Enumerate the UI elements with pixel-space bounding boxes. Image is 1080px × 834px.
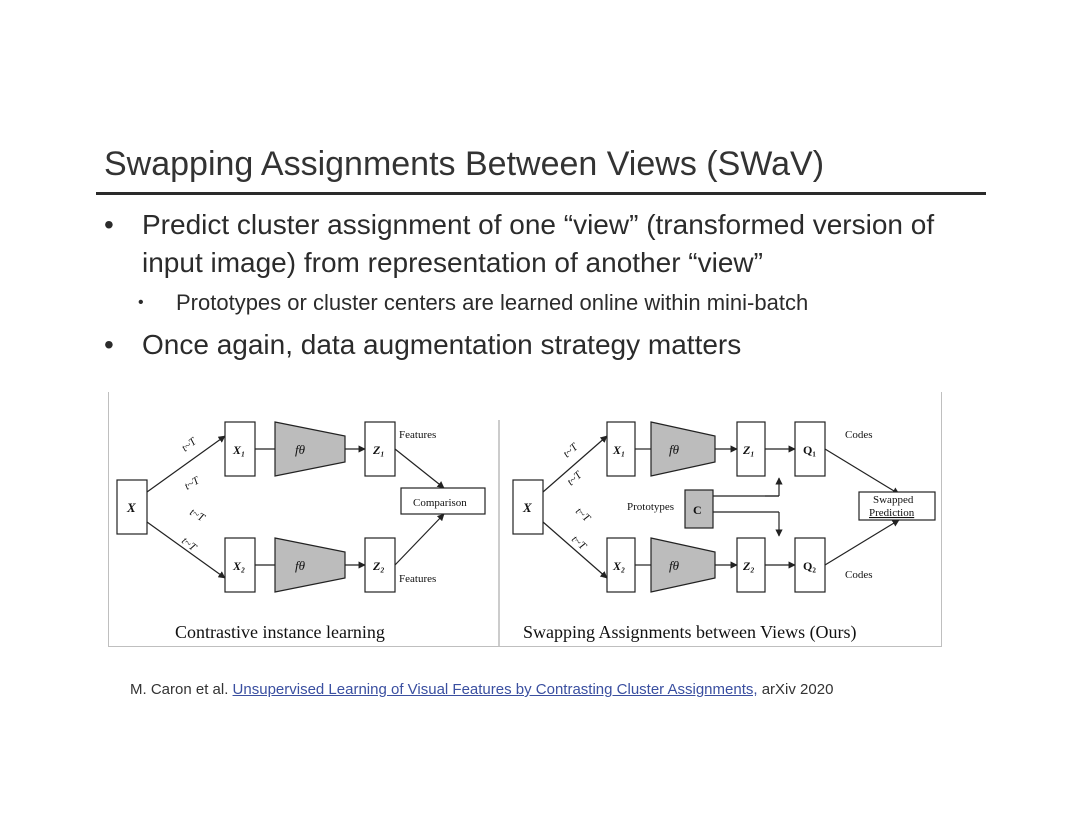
right-view2-label: X₂ [613,559,626,573]
sub-bullet-1-text: Prototypes or cluster centers are learned online within mini-batch [176,290,809,315]
right-codes-top: Codes [845,429,873,441]
right-q1-label: Q₁ [803,443,816,457]
sub-bullet-1 [138,290,808,316]
citation [130,681,833,698]
bullet-2-text: Once again, data augmentation strategy matters [142,329,742,360]
right-z2-label: Z₂ [743,559,755,573]
bullet-marker: • [104,209,114,240]
left-input-label: X [127,500,136,515]
right-encoder-bottom [651,538,715,592]
right-encoder-bottom-label: fθ [669,558,679,573]
left-z1-label: Z₁ [373,443,385,457]
left-aug-2: t~T [182,474,202,493]
right-aug-1: t~T [560,441,581,461]
left-aug-1: t~T [179,435,199,455]
left-aug-4: t~T [179,534,199,554]
slide-title: Swapping Assignments Between Views (SWaV) [104,145,825,183]
swapped-label-2: Prediction [869,507,915,519]
title-underline [96,192,986,195]
right-q2-label: Q₂ [803,559,816,573]
right-caption: Swapping Assignments between Views (Ours) [523,622,857,642]
left-view2-label: X₂ [233,559,246,573]
right-input-label: X [523,500,532,515]
figure-svg [109,392,941,646]
left-z2-label: Z₂ [373,559,385,573]
right-encoder-top-label: fθ [669,442,679,457]
right-view1-label: X₁ [613,443,626,457]
right-z1-label: Z₁ [743,443,755,457]
left-encoder-top [275,422,345,476]
swav-figure [108,392,942,647]
bullet-1-text: Predict cluster assignment of one “view” (transformed version of input image) from representation of another “view” [142,209,935,278]
right-aug-3: t~T [572,505,593,525]
bullet-marker: • [104,329,114,360]
citation-prefix: M. Caron et al. [130,681,233,698]
left-caption: Contrastive instance learning [175,622,385,642]
swapped-label-1: Swapped [873,494,914,506]
right-encoder-top [651,422,715,476]
bullet-2 [104,326,741,364]
bullet-marker: • [138,294,144,311]
right-aug-2: t~T [564,469,585,489]
left-view1-label: X₁ [233,443,246,457]
left-aug-3: t~T [187,506,207,525]
left-encoder-bottom [275,538,345,592]
prototypes-c-label: C [693,503,702,517]
left-encoder-bottom-label: fθ [295,558,305,573]
left-features-top: Features [399,429,437,441]
left-encoder-top-label: fθ [295,442,305,457]
bullet-1 [104,206,982,282]
citation-suffix: arXiv 2020 [757,681,834,698]
right-codes-bottom: Codes [845,569,873,581]
right-aug-4: t~T [568,533,589,553]
paper-link[interactable]: Unsupervised Learning of Visual Features by Contrasting Cluster Assignments, [232,681,758,698]
left-comparison-label: Comparison [413,497,467,509]
prototypes-label: Prototypes [627,501,675,513]
left-features-bottom: Features [399,573,437,585]
